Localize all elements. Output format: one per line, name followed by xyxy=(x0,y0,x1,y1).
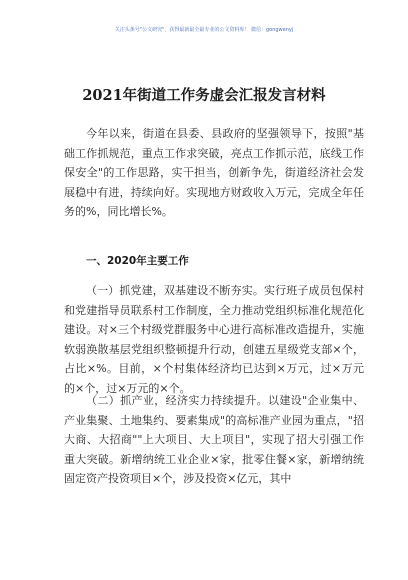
document-title: 2021年街道工作务虚会汇报发言材料 xyxy=(82,87,326,104)
party-building-paragraph: （一）抓党建，双基建设不断夯实。实行班子成员包保村和党建指导员联系村工作制度，全力推动党组织标准化规范化建设。对×三个村级党群服务中心进行高标准改造提升，实施软弱涣散基层党组织整顿提升行动，创建五星级党支部×个，占比×%。目前，×个村集体经济均已达到×万元，过×万元的×个，过×万元的×个。 xyxy=(64,284,364,395)
intro-paragraph: 今年以来，街道在县委、县政府的坚强领导下，按照"基础工作抓规范，重点工作求突破，亮点工作抓示范，底线工作保安全"的工作思路，实干担当，创新争先，街道经济社会发展稳中有进，持续向好。实现地方财政收入万元，完成全年任务的%，同比增长%。 xyxy=(64,127,364,219)
section-heading: 一、2020年主要工作 xyxy=(86,255,189,267)
header-notice: 关注头条号"公文研究"，获得最新最全最专业的公文资料库！ 微信：gongwenyj xyxy=(114,27,294,33)
industry-paragraph: （二）抓产业，经济实力持续提升。以建设"企业集中、产业集聚、土地集约、要素集成"的高标准产业园为重点，"招大商、大招商""上大项目、大上项目"，实现了招大引强工作重大突破。新增纳统工业企业×家，批零住餐×家，新增纳统固定资产投资项目×个，涉及投资×亿元，其中 xyxy=(64,394,364,486)
